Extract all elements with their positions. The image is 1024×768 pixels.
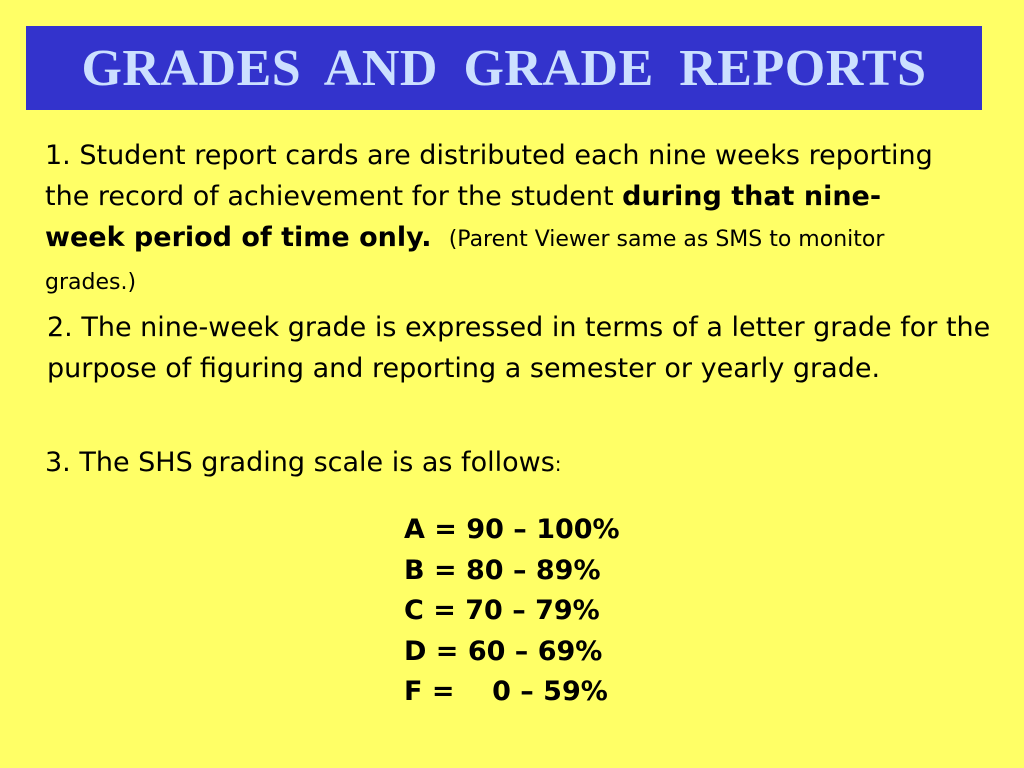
grade-d: D = 60 – 69% [404,635,603,667]
item-3-colon: : [554,452,562,476]
grade-b: B = 80 – 89% [404,554,601,586]
grade-c: C = 70 – 79% [404,595,600,626]
title-banner [26,26,982,110]
item-2 [47,307,1007,389]
item-1 [45,135,945,303]
item-1-bold-text: during that nine-week period of time only. [45,181,882,253]
grading-scale [404,510,620,713]
item-3-text: 3. The SHS grading scale is as follows [45,447,555,478]
item-2-text: 2. The nine-week grade is expressed in terms of a letter grade for the purpose of figuring and reporting a semester or yearly grade. [47,312,991,384]
item-3 [45,442,945,485]
grade-f: F = 0 – 59% [404,676,608,707]
item-1-text: 1. Student report cards are distributed each nine weeks reporting the record of achievement for the student [45,140,933,212]
slide-title: GRADES AND GRADE REPORTS [81,39,927,97]
grade-a: A = 90 – 100% [404,514,620,545]
item-1-note: (Parent Viewer same as SMS to monitor grades.) [45,227,885,295]
